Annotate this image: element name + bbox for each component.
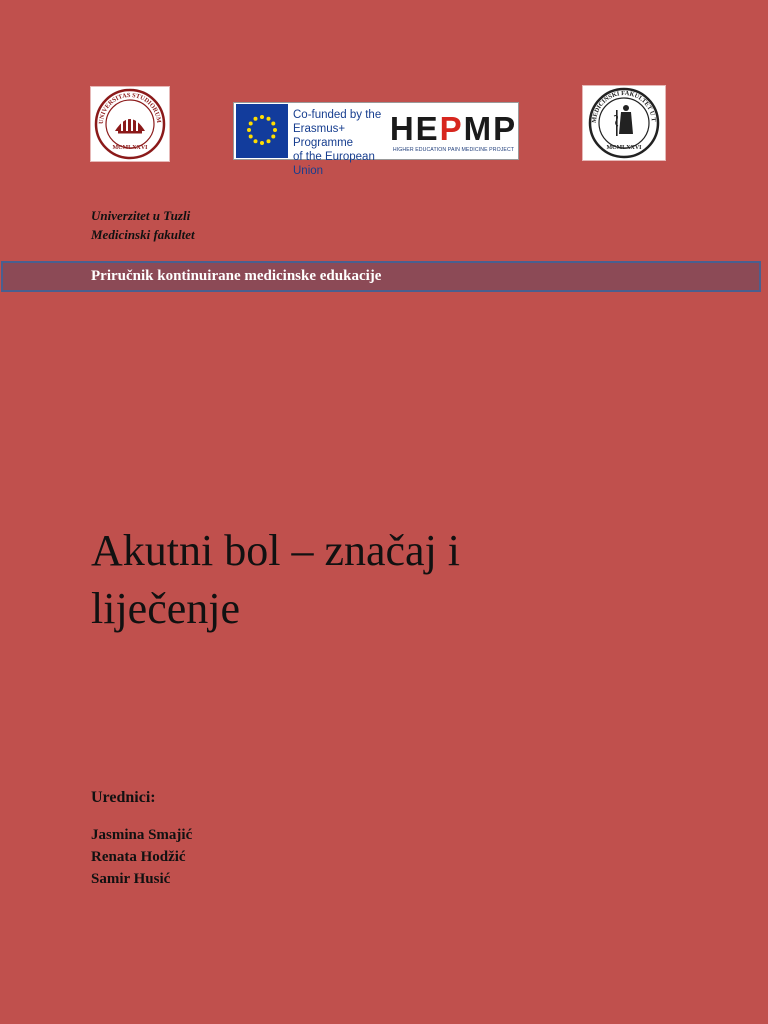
series-bar bbox=[1, 261, 761, 292]
medical-faculty-seal-icon bbox=[583, 86, 665, 160]
institution-block bbox=[91, 206, 195, 244]
editor-name: Jasmina Smajić bbox=[91, 827, 193, 843]
university-ring-text: UNIVERSITAS STUDIORUM bbox=[97, 91, 163, 125]
hepmp-project-name: HIGHER EDUCATION PAIN MEDICINE PROJECT bbox=[392, 146, 515, 153]
university-name: Univerzitet u Tuzli bbox=[91, 208, 191, 223]
title-line-1: Akutni bol – značaj i bbox=[91, 526, 461, 575]
document-title bbox=[91, 522, 691, 638]
editor-name: Renata Hodžić bbox=[91, 849, 186, 865]
cofunded-text: Co-funded by the Erasmus+ Programme of the European Union bbox=[293, 109, 382, 177]
faculty-ring-text: MEDICINSKI FAKULTET U T bbox=[590, 89, 658, 124]
faculty-logo bbox=[582, 85, 666, 161]
eu-flag-icon bbox=[236, 104, 288, 158]
university-year: MCMLXXVI bbox=[112, 145, 148, 151]
erasmus-hepmp-banner bbox=[233, 102, 519, 177]
editors-label: Urednici: bbox=[91, 789, 156, 806]
editor-name: Samir Husić bbox=[91, 871, 171, 887]
university-logo bbox=[90, 86, 170, 162]
hepmp-acronym: HEPMP bbox=[389, 109, 518, 147]
series-title: Priručnik kontinuirane medicinske edukacije bbox=[91, 268, 382, 284]
faculty-name: Medicinski fakultet bbox=[91, 227, 195, 242]
hepmp-logo bbox=[389, 103, 518, 159]
title-line-2: liječenje bbox=[91, 584, 241, 633]
editors-list bbox=[91, 824, 192, 890]
university-seal-icon bbox=[91, 87, 169, 161]
faculty-year: MCMLXXVI bbox=[606, 145, 642, 151]
